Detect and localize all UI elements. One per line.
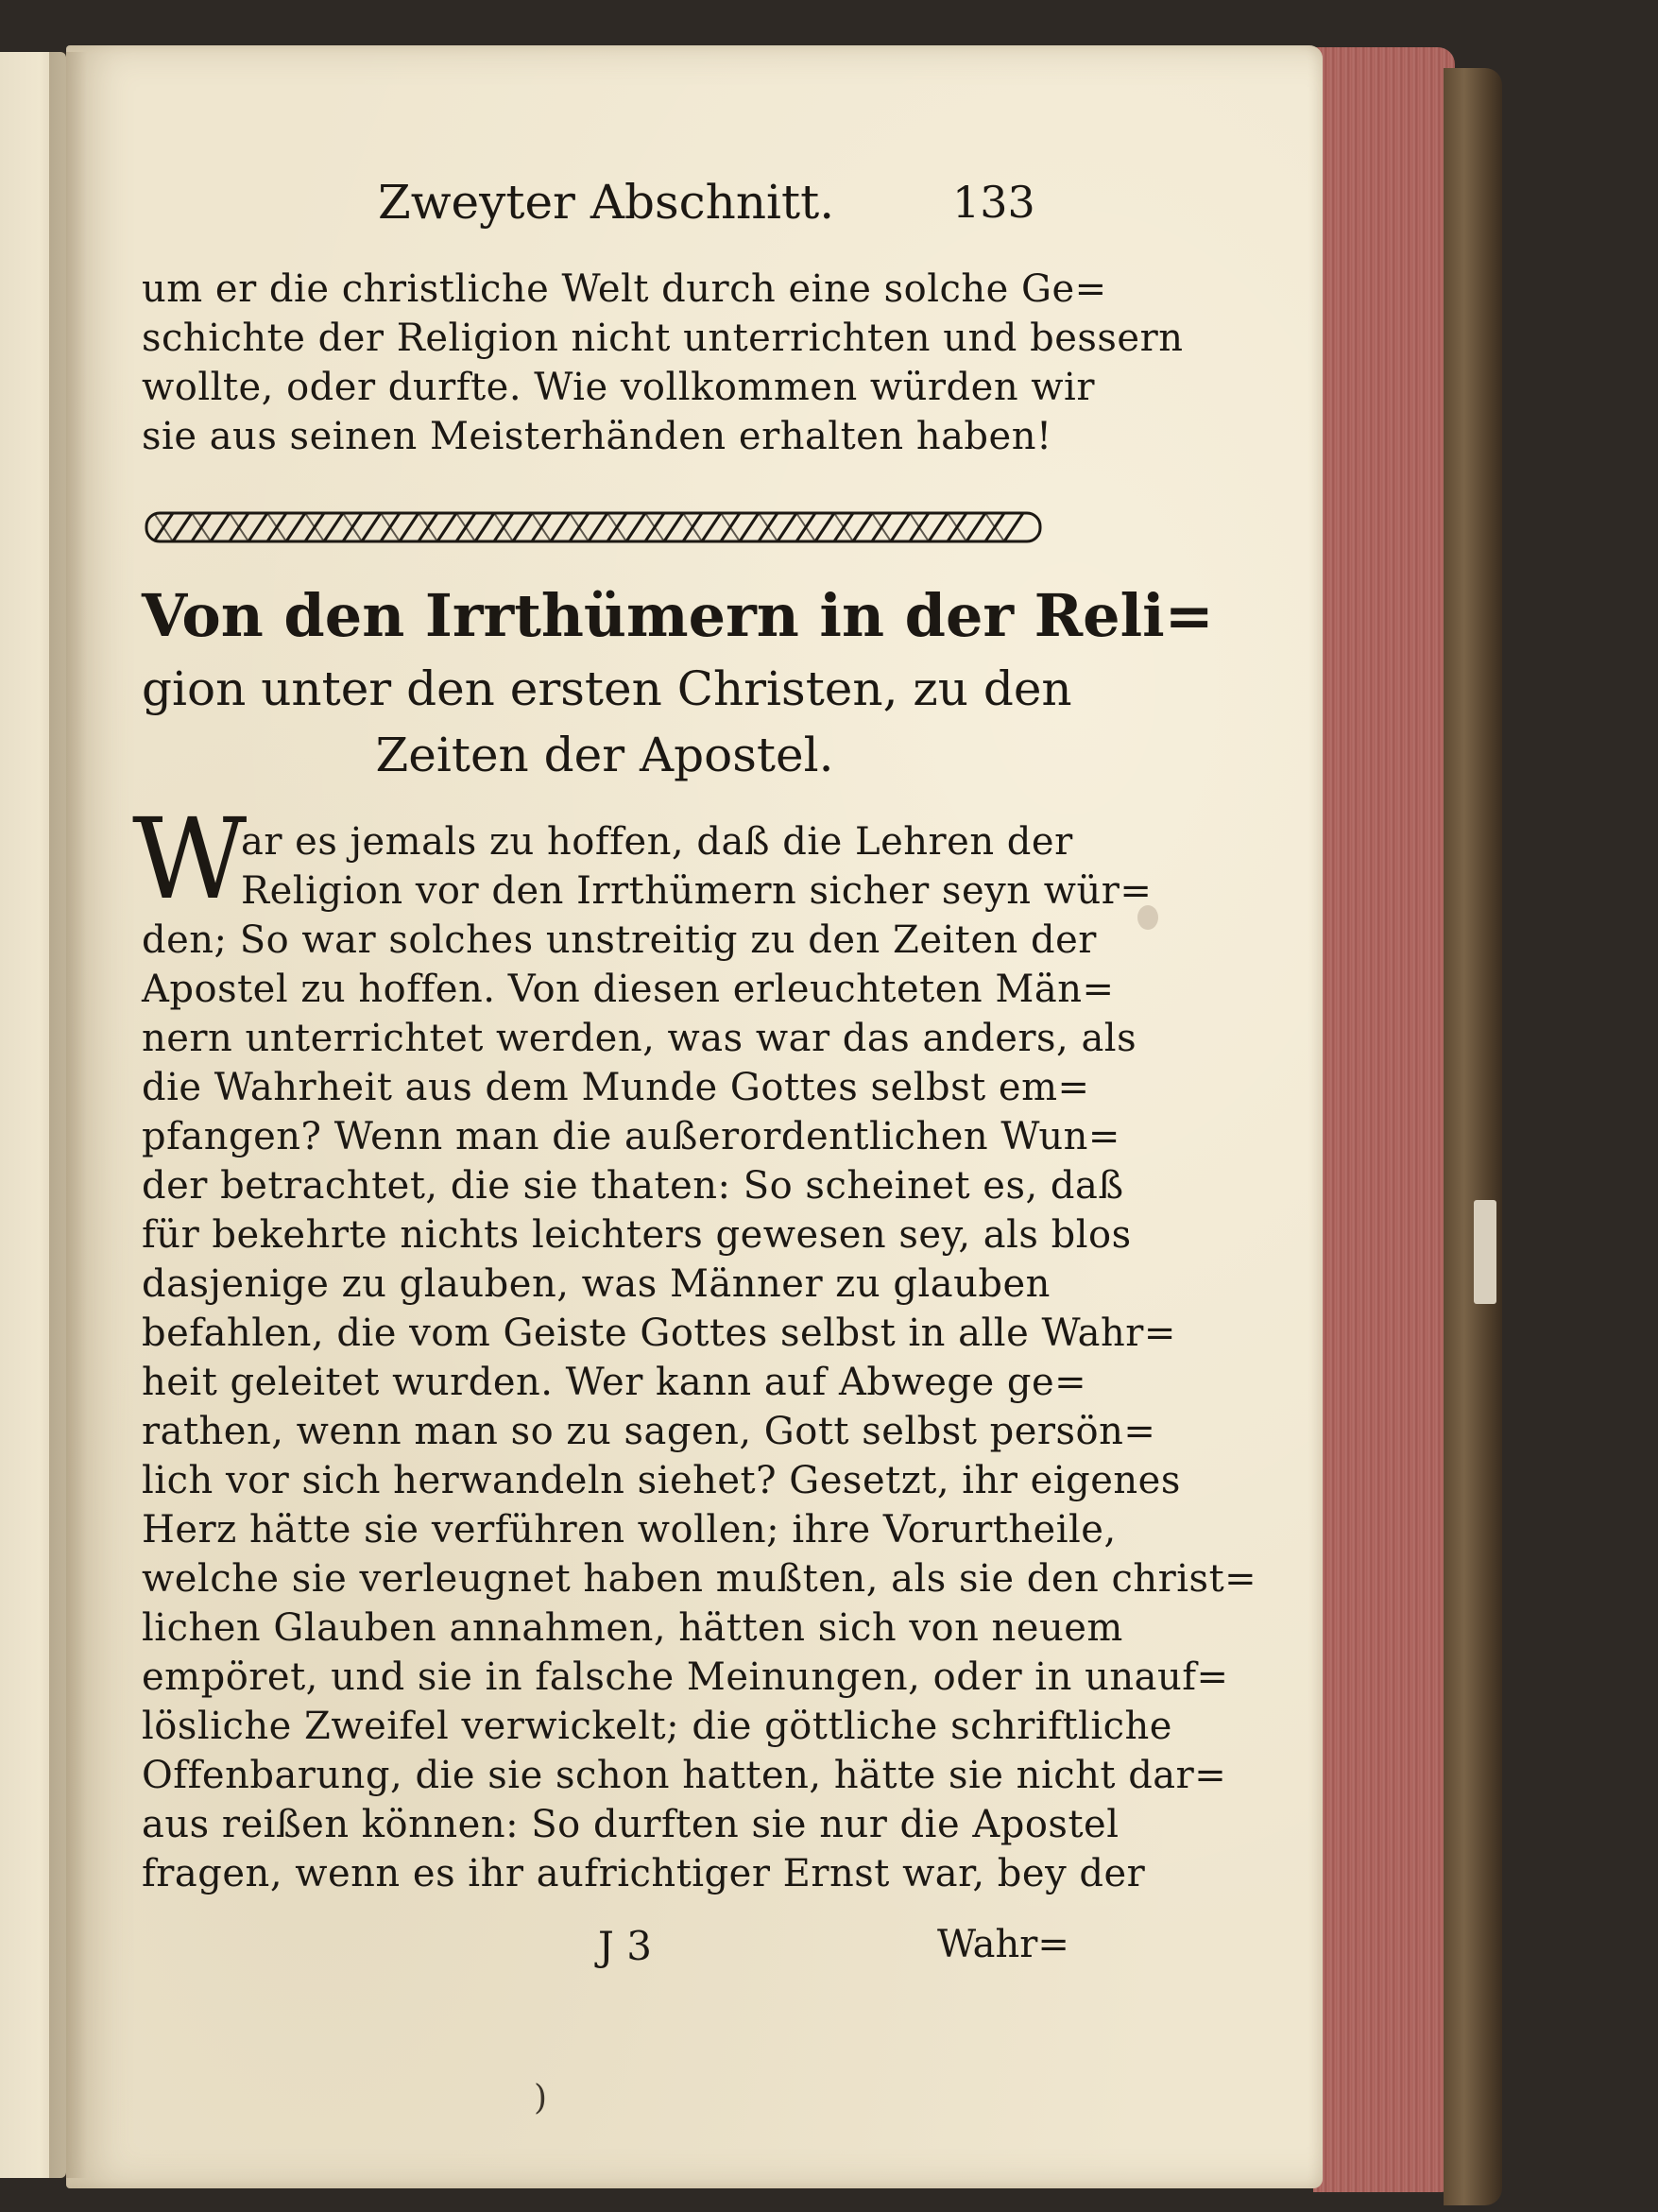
body-line: dasjenige zu glauben, was Männer zu glauben <box>142 1262 1051 1306</box>
chapter-heading-line-2: gion unter den ersten Christen, zu den <box>142 661 1072 716</box>
chapter-heading-line-1: Von den Irrthümern in der Reli= <box>142 581 1214 650</box>
body-line: für bekehrte nichts leichters gewesen sey, als blos <box>142 1213 1132 1257</box>
text-line: um er die christliche Welt durch eine solche Ge= <box>142 267 1107 311</box>
book-cover <box>1444 68 1502 2205</box>
braid-ornament <box>145 506 1042 549</box>
body-line: die Wahrheit aus dem Munde Gottes selbst em= <box>142 1066 1090 1109</box>
body-line: empöret, und sie in falsche Meinungen, oder in unauf= <box>142 1655 1229 1699</box>
body-line: aus reißen können: So durften sie nur die Apostel <box>142 1803 1120 1846</box>
page-header <box>142 175 1068 231</box>
body-line: rathen, wenn man so zu sagen, Gott selbst persön= <box>142 1410 1156 1453</box>
page-footer <box>142 1923 1068 1980</box>
body-line: den; So war solches unstreitig zu den Zeiten der <box>142 918 1097 962</box>
body-line: Religion vor den Irrthümern sicher seyn wür= <box>241 869 1153 913</box>
page-gutter <box>49 52 87 2178</box>
page-block-edges <box>1313 47 1455 2192</box>
drop-cap: W <box>132 794 248 924</box>
body-line: Apostel zu hoffen. Von diesen erleuchteten Män= <box>142 968 1115 1011</box>
running-title: Zweyter Abschnitt. <box>378 175 835 230</box>
body-line: ar es jemals zu hoffen, daß die Lehren der <box>241 820 1073 864</box>
cover-label <box>1474 1200 1496 1304</box>
body-line: lich vor sich herwandeln siehet? Gesetzt, ihr eigenes <box>142 1459 1181 1502</box>
body-line: nern unterrichtet werden, was war das anders, als <box>142 1017 1137 1060</box>
body-line: lösliche Zweifel verwickelt; die göttliche schriftliche <box>142 1705 1172 1748</box>
body-line: Offenbarung, die sie schon hatten, hätte sie nicht dar= <box>142 1754 1227 1797</box>
body-line: pfangen? Wenn man die außerordentlichen Wun= <box>142 1115 1120 1158</box>
stray-mark: ) <box>534 2079 548 2118</box>
body-line: fragen, wenn es ihr aufrichtiger Ernst war, bey der <box>142 1852 1146 1895</box>
body-line: welche sie verleugnet haben mußten, als sie den christ= <box>142 1557 1257 1601</box>
body-line: heit geleitet wurden. Wer kann auf Abwege ge= <box>142 1361 1087 1404</box>
text-line: schichte der Religion nicht unterrichten und bessern <box>142 317 1184 360</box>
signature-mark: J 3 <box>598 1923 652 1969</box>
body-line: Herz hätte sie verführen wollen; ihre Vorurtheile, <box>142 1508 1117 1552</box>
catchword: Wahr= <box>937 1923 1069 1966</box>
page-number: 133 <box>952 177 1035 228</box>
text-line: sie aus seinen Meisterhänden erhalten haben! <box>142 415 1052 458</box>
body-line: der betrachtet, die sie thaten: So scheinet es, daß <box>142 1164 1124 1208</box>
body-line: lichen Glauben annahmen, hätten sich von neuem <box>142 1606 1123 1650</box>
body-line: befahlen, die vom Geiste Gottes selbst in alle Wahr= <box>142 1312 1176 1355</box>
chapter-heading-line-3: Zeiten der Apostel. <box>375 728 834 782</box>
text-line: wollte, oder durfte. Wie vollkommen würden wir <box>142 366 1095 409</box>
